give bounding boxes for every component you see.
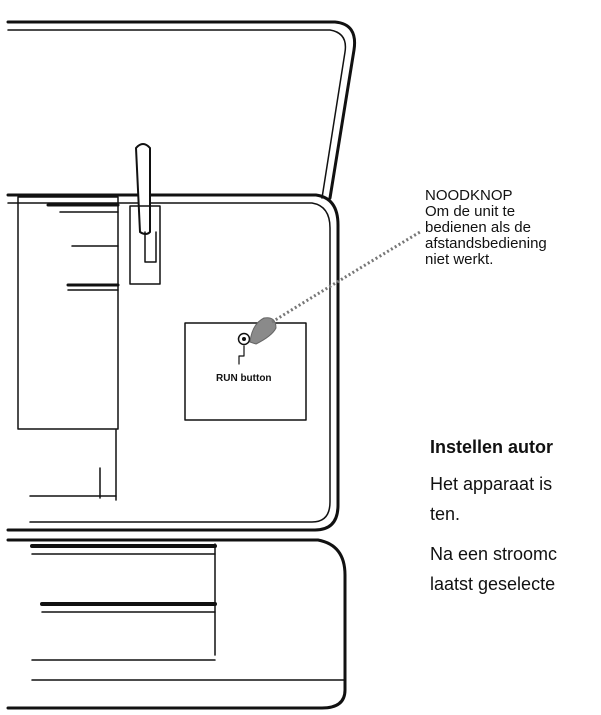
section-paragraph-1 (430, 469, 601, 529)
section-paragraph-2 (430, 539, 601, 599)
callout-line: Om de unit te (425, 203, 516, 220)
callout-line: niet werkt. (425, 251, 494, 268)
paragraph-line: Na een stroomc (430, 544, 558, 564)
paragraph-line: Het apparaat is (430, 474, 553, 494)
run-button-label: RUN button (216, 373, 272, 384)
front-panel-inner-edge (8, 30, 345, 198)
support-arm (136, 144, 150, 234)
filter-panel (18, 197, 118, 429)
leader-line (272, 232, 420, 322)
section-heading: Instellen autor (430, 437, 554, 457)
unit-body-outline (8, 195, 338, 530)
unit-body-inner-outline (8, 203, 330, 522)
callout-line: afstandsbediening (425, 235, 547, 252)
paragraph-line: ten. (430, 504, 461, 524)
lower-housing-outline (8, 540, 345, 708)
emergency-button-callout (425, 188, 547, 268)
callout-line: NOODKNOP (425, 187, 513, 204)
auto-restart-section (430, 437, 601, 609)
front-panel-outline (8, 22, 355, 198)
paragraph-line: laatst geselecte (430, 574, 556, 594)
callout-line: bedienen als de (425, 219, 531, 236)
